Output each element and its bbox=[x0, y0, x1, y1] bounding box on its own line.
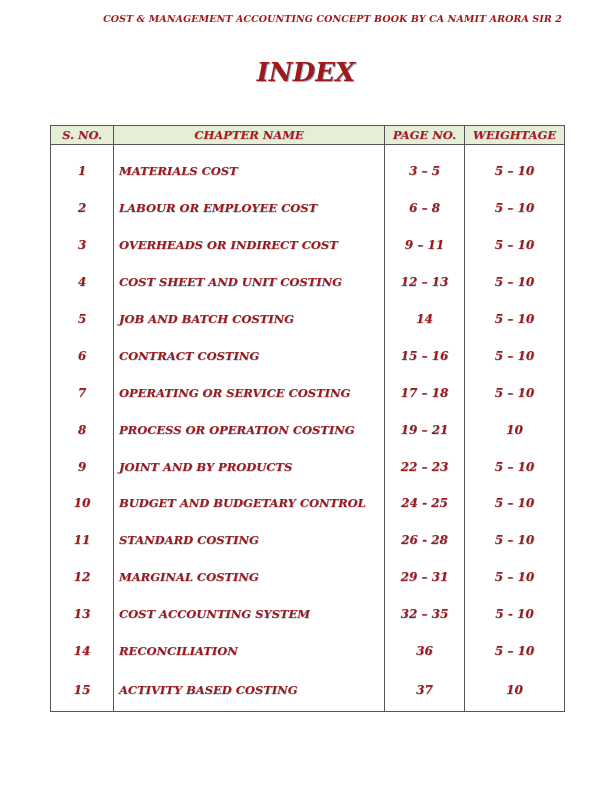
cell-chapter-name: LABOUR OR EMPLOYEE COST bbox=[114, 190, 385, 227]
cell-chapter-name: STANDARD COSTING bbox=[114, 522, 385, 559]
cell-sno: 14 bbox=[51, 633, 114, 670]
cell-weightage: 5 – 10 bbox=[465, 227, 565, 264]
cell-chapter-name: MATERIALS COST bbox=[114, 153, 385, 190]
cell-weightage: 10 bbox=[465, 411, 565, 448]
cell-chapter-name: BUDGET AND BUDGETARY CONTROL bbox=[114, 485, 385, 522]
cell-page-no: 24 - 25 bbox=[385, 485, 465, 522]
cell-page-no: 37 bbox=[385, 669, 465, 712]
cell-chapter-name: RECONCILIATION bbox=[114, 633, 385, 670]
cell-weightage: 5 – 10 bbox=[465, 190, 565, 227]
table-row bbox=[51, 301, 565, 338]
table-spacer-row bbox=[51, 145, 565, 154]
cell-chapter-name: OVERHEADS OR INDIRECT COST bbox=[114, 227, 385, 264]
column-header-chapter-name: CHAPTER NAME bbox=[114, 126, 385, 145]
table-row bbox=[51, 522, 565, 559]
table-row bbox=[51, 448, 565, 485]
cell-sno: 2 bbox=[51, 190, 114, 227]
cell-chapter-name: JOINT AND BY PRODUCTS bbox=[114, 448, 385, 485]
table-row bbox=[51, 153, 565, 190]
cell-page-no: 15 – 16 bbox=[385, 337, 465, 374]
table-header-row bbox=[51, 126, 565, 145]
cell-chapter-name: PROCESS OR OPERATION COSTING bbox=[114, 411, 385, 448]
table-row bbox=[51, 411, 565, 448]
running-header: COST & MANAGEMENT ACCOUNTING CONCEPT BOOK BY CA NAMIT ARORA SIR 2 bbox=[103, 14, 562, 25]
cell-page-no: 32 – 35 bbox=[385, 596, 465, 633]
table-body bbox=[51, 145, 565, 712]
table-row bbox=[51, 669, 565, 712]
cell-sno: 10 bbox=[51, 485, 114, 522]
cell-chapter-name: COST ACCOUNTING SYSTEM bbox=[114, 596, 385, 633]
cell-sno: 4 bbox=[51, 264, 114, 301]
cell-weightage: 5 – 10 bbox=[465, 485, 565, 522]
cell-weightage: 5 – 10 bbox=[465, 522, 565, 559]
cell-weightage: 5 – 10 bbox=[465, 337, 565, 374]
cell-page-no: 19 – 21 bbox=[385, 411, 465, 448]
table-row bbox=[51, 559, 565, 596]
table-row bbox=[51, 264, 565, 301]
cell-sno: 6 bbox=[51, 337, 114, 374]
table-row bbox=[51, 337, 565, 374]
cell-sno: 7 bbox=[51, 374, 114, 411]
table-row bbox=[51, 485, 565, 522]
index-table bbox=[50, 125, 565, 712]
table-row bbox=[51, 596, 565, 633]
page-title: INDEX bbox=[256, 58, 356, 88]
cell-page-no: 29 – 31 bbox=[385, 559, 465, 596]
cell-chapter-name: JOB AND BATCH COSTING bbox=[114, 301, 385, 338]
table-row bbox=[51, 190, 565, 227]
cell-page-no: 26 - 28 bbox=[385, 522, 465, 559]
cell-page-no: 6 – 8 bbox=[385, 190, 465, 227]
cell-page-no: 36 bbox=[385, 633, 465, 670]
cell-sno: 13 bbox=[51, 596, 114, 633]
cell-page-no: 14 bbox=[385, 301, 465, 338]
column-header-weightage: WEIGHTAGE bbox=[465, 126, 565, 145]
cell-sno: 9 bbox=[51, 448, 114, 485]
cell-chapter-name: ACTIVITY BASED COSTING bbox=[114, 669, 385, 712]
cell-weightage: 10 bbox=[465, 669, 565, 712]
cell-page-no: 9 – 11 bbox=[385, 227, 465, 264]
cell-weightage: 5 – 10 bbox=[465, 153, 565, 190]
table-row bbox=[51, 633, 565, 670]
cell-weightage: 5 – 10 bbox=[465, 301, 565, 338]
cell-chapter-name: COST SHEET AND UNIT COSTING bbox=[114, 264, 385, 301]
cell-page-no: 3 – 5 bbox=[385, 153, 465, 190]
cell-weightage: 5 – 10 bbox=[465, 633, 565, 670]
cell-sno: 1 bbox=[51, 153, 114, 190]
cell-chapter-name: OPERATING OR SERVICE COSTING bbox=[114, 374, 385, 411]
cell-weightage: 5 – 10 bbox=[465, 374, 565, 411]
cell-page-no: 17 – 18 bbox=[385, 374, 465, 411]
cell-sno: 3 bbox=[51, 227, 114, 264]
cell-chapter-name: CONTRACT COSTING bbox=[114, 337, 385, 374]
table-row bbox=[51, 374, 565, 411]
column-header-page-no: PAGE NO. bbox=[385, 126, 465, 145]
table-row bbox=[51, 227, 565, 264]
cell-weightage: 5 - 10 bbox=[465, 596, 565, 633]
cell-page-no: 22 – 23 bbox=[385, 448, 465, 485]
cell-page-no: 12 – 13 bbox=[385, 264, 465, 301]
cell-weightage: 5 – 10 bbox=[465, 559, 565, 596]
cell-chapter-name: MARGINAL COSTING bbox=[114, 559, 385, 596]
cell-sno: 11 bbox=[51, 522, 114, 559]
cell-sno: 12 bbox=[51, 559, 114, 596]
cell-sno: 15 bbox=[51, 669, 114, 712]
cell-weightage: 5 – 10 bbox=[465, 264, 565, 301]
cell-sno: 8 bbox=[51, 411, 114, 448]
cell-weightage: 5 – 10 bbox=[465, 448, 565, 485]
cell-sno: 5 bbox=[51, 301, 114, 338]
column-header-sno: S. NO. bbox=[51, 126, 114, 145]
